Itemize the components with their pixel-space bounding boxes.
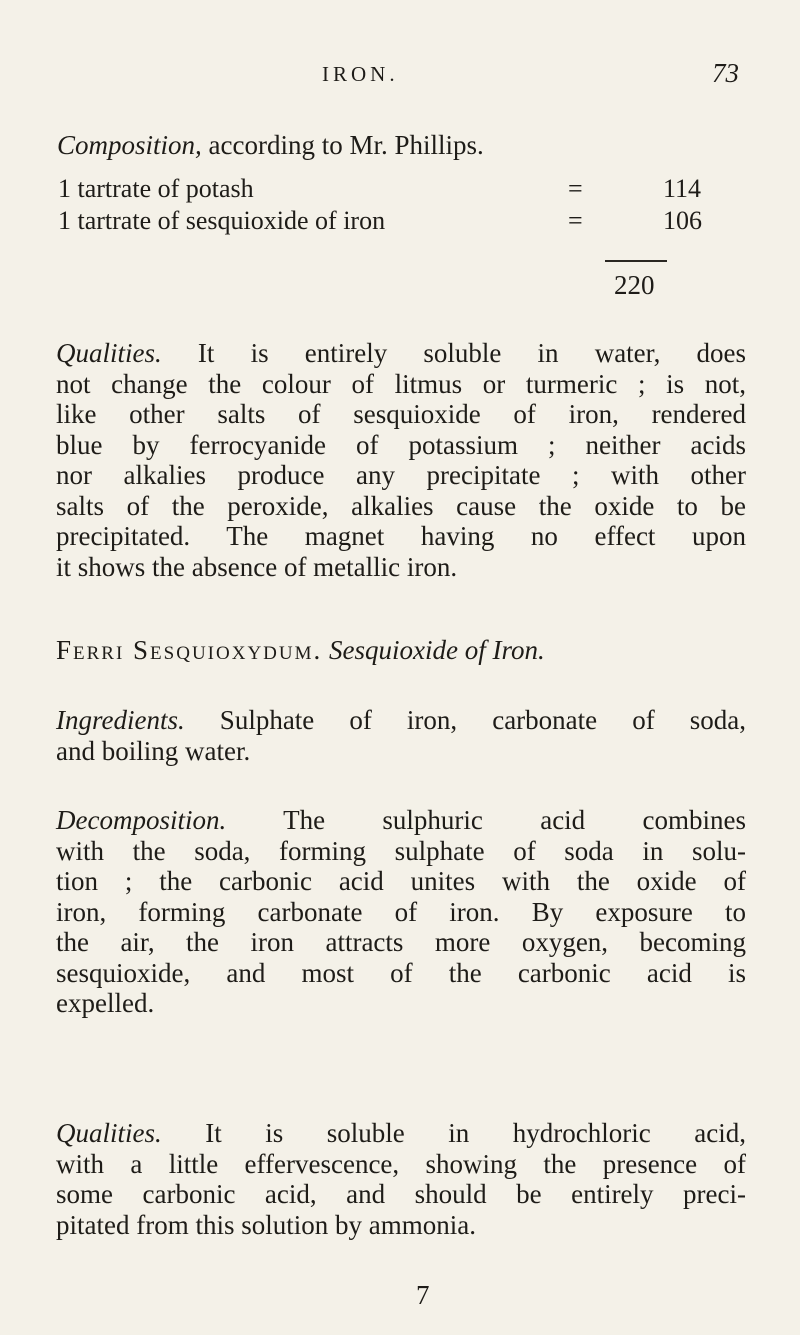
ingredients-paragraph: [56, 705, 746, 766]
text-line: nor alkalies produce any precipitate ; with other: [56, 460, 746, 490]
latin-title: Ferri Sesquioxydum.: [56, 635, 323, 665]
text-line: salts of the peroxide, alkalies cause the oxide to be: [56, 490, 746, 521]
qualities-paragraph: [56, 338, 746, 582]
composition-total: 220: [614, 270, 655, 300]
signature-mark: 7: [416, 1280, 430, 1310]
english-title: Sesquioxide of Iron.: [329, 635, 545, 665]
sum-rule: [605, 260, 667, 262]
decomposition-label: Decomposition.: [56, 805, 227, 835]
composition-heading-text: according to Mr. Phillips.: [201, 130, 484, 160]
composition-label: Composition,: [57, 130, 202, 160]
text-line: not change the colour of litmus or turmeric ; is not,: [56, 368, 746, 399]
text-line: sesquioxide, and most of the carbonic acid is: [56, 957, 746, 988]
text-line: precipitated. The magnet having no effect upon: [56, 521, 746, 551]
composition-heading: [57, 130, 484, 161]
text-line: and boiling water.: [56, 735, 251, 766]
qualities-paragraph-2: [56, 1118, 746, 1240]
ingredient-value: 106: [663, 206, 702, 235]
decomposition-paragraph: [56, 805, 746, 1019]
text-line: some carbonic acid, and should be entirely preci-: [56, 1179, 746, 1209]
text-line: Sulphate of iron, carbonate of soda,: [184, 705, 746, 735]
equals-sign: =: [568, 174, 583, 203]
qualities-label: Qualities.: [56, 1118, 162, 1148]
text-line: with the soda, forming sulphate of soda in solu-: [56, 835, 746, 866]
text-line: The sulphuric acid combines: [226, 805, 746, 835]
text-line: iron, forming carbonate of iron. By exposure to: [56, 896, 746, 927]
text-line: the air, the iron attracts more oxygen, becoming: [56, 927, 746, 957]
running-head: IRON.: [322, 62, 399, 86]
text-line: it shows the absence of metallic iron.: [56, 551, 458, 582]
qualities-label: Qualities.: [56, 338, 162, 368]
ingredient-value: 114: [663, 174, 702, 203]
ingredient-name: 1 tartrate of sesquioxide of iron: [58, 206, 386, 235]
ingredients-label: Ingredients.: [56, 705, 185, 735]
text-line: expelled.: [56, 988, 155, 1018]
page-number: 73: [712, 58, 739, 88]
text-line: It is entirely soluble in water, does: [161, 338, 746, 368]
text-line: tion ; the carbonic acid unites with the oxide of: [56, 866, 746, 896]
text-line: like other salts of sesquioxide of iron, rendered: [56, 399, 746, 429]
text-line: blue by ferrocyanide of potassium ; neither acids: [56, 429, 746, 460]
section-title: [56, 635, 545, 666]
text-line: It is soluble in hydrochloric acid,: [161, 1118, 746, 1148]
text-line: pitated from this solution by ammonia.: [56, 1209, 476, 1240]
ingredient-name: 1 tartrate of potash: [58, 174, 254, 203]
equals-sign: =: [568, 206, 583, 235]
text-line: with a little effervescence, showing the presence of: [56, 1148, 746, 1179]
